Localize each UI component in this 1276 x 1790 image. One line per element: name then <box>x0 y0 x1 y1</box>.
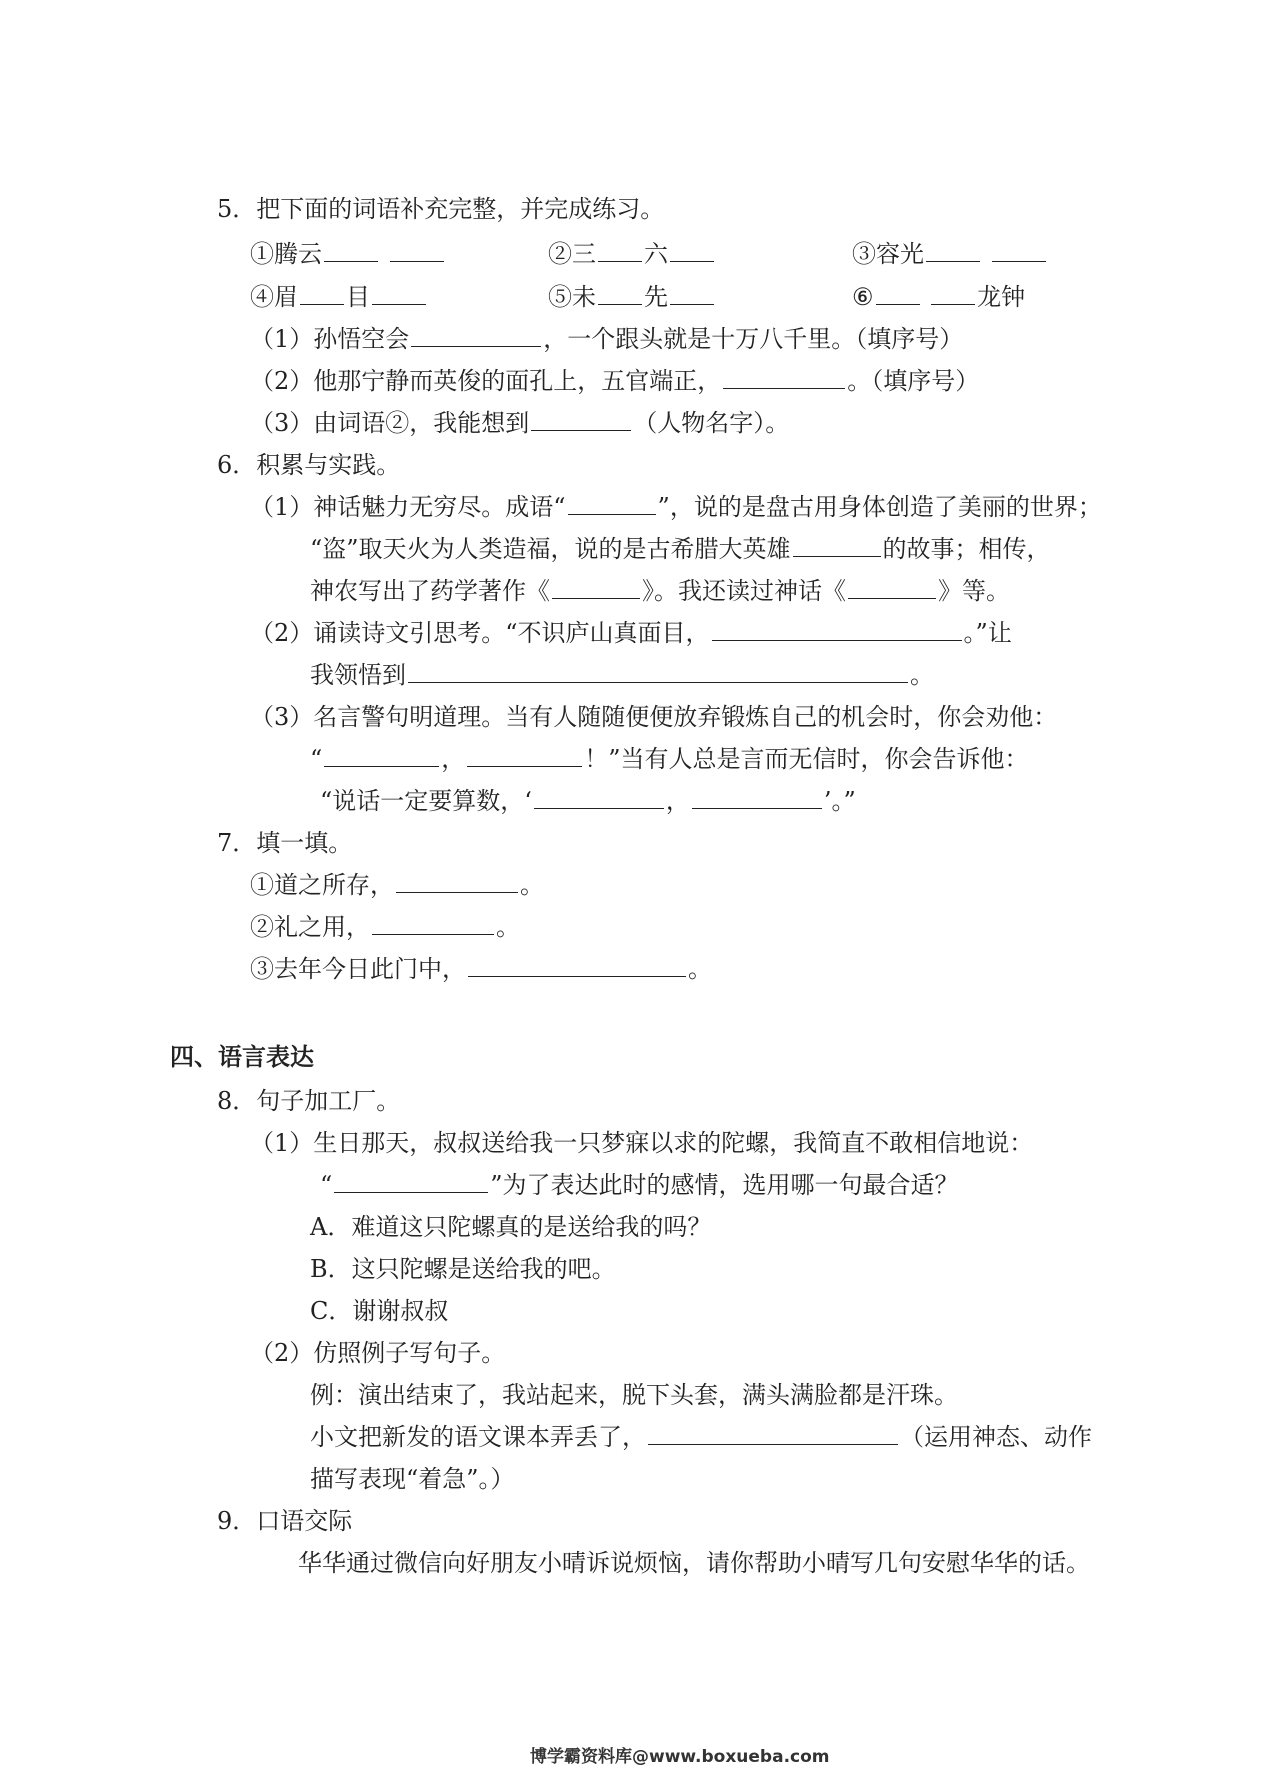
q8-part-2-example: 例：演出结束了，我站起来，脱下头套，满头满脸都是汗珠。 <box>310 1381 958 1409</box>
fill-blank[interactable] <box>324 237 378 262</box>
section-heading: 四、语言表达 <box>170 1043 314 1071</box>
fill-blank[interactable] <box>396 868 518 893</box>
q8-part-1-line-2: “ ”为了表达此时的感情，选用哪一句最合适？ <box>320 1168 959 1202</box>
q9-title: 9．口语交际 <box>217 1507 353 1535</box>
q6-title: 6．积累与实践。 <box>217 451 401 479</box>
fill-blank[interactable] <box>467 742 582 767</box>
q8-option-c[interactable]: C．谢谢叔叔 <box>310 1297 449 1325</box>
q7-title: 7．填一填。 <box>217 829 353 857</box>
q6-part-2-line-1: （2）诵读诗文引思考。“不识庐山真面目， 。”让 <box>250 616 1012 650</box>
fill-blank[interactable] <box>926 237 980 262</box>
fill-blank[interactable] <box>568 490 656 515</box>
q6-part-1-line-1: （1）神话魅力无穷尽。成语“ ”，说的是盘古用身体创造了美丽的世界； <box>250 490 1102 524</box>
fill-blank[interactable] <box>648 1420 898 1445</box>
fill-blank[interactable] <box>468 952 686 977</box>
q6-part-3-line-1: （3）名言警句明道理。当有人随随便便放弃锻炼自己的机会时，你会劝他： <box>250 703 1058 731</box>
fill-blank[interactable] <box>531 406 631 431</box>
fill-blank[interactable] <box>931 280 975 305</box>
q5-word-5: ⑤未 先 <box>548 280 716 314</box>
q6-part-3-line-2: “ ， ！”当有人总是言而无信时，你会告诉他： <box>310 742 1029 776</box>
fill-blank[interactable] <box>534 784 664 809</box>
fill-blank[interactable] <box>334 1168 488 1193</box>
q8-part-2-line-3: 小文把新发的语文课本弄丢了， （运用神态、动作 <box>310 1420 1092 1454</box>
q5-word-3: ③容光 <box>852 237 1048 271</box>
q6-part-1-line-2: “盗”取天火为人类造福，说的是古希腊大英雄 的故事；相传， <box>310 532 1051 566</box>
fill-blank[interactable] <box>670 237 714 262</box>
fill-blank[interactable] <box>712 616 962 641</box>
fill-blank[interactable] <box>390 237 444 262</box>
q7-item-3: ③去年今日此门中， 。 <box>250 952 712 986</box>
q6-part-3-line-3: “说话一定要算数，‘ ， ’。” <box>320 784 856 818</box>
q5-title: 5．把下面的词语补充完整，并完成练习。 <box>217 195 665 223</box>
q5-sentence-2: （2）他那宁静而英俊的面孔上，五官端正， 。（填序号） <box>250 364 979 398</box>
q9-text: 华华通过微信向好朋友小晴诉说烦恼，请你帮助小晴写几句安慰华华的话。 <box>298 1549 1090 1577</box>
q8-option-b[interactable]: B．这只陀螺是送给我的吧。 <box>310 1255 616 1283</box>
q5-sentence-1: （1）孙悟空会 ，一个跟头就是十万八千里。（填序号） <box>250 322 963 356</box>
fill-blank[interactable] <box>372 910 494 935</box>
q5-sentence-3: （3）由词语②，我能想到 （人物名字）。 <box>250 406 789 440</box>
q5-word-6: ⑥ 龙钟 <box>852 280 1025 314</box>
fill-blank[interactable] <box>408 658 908 683</box>
q8-option-a[interactable]: A．难道这只陀螺真的是送给我的吗？ <box>310 1213 712 1241</box>
q8-part-2-line-1: （2）仿照例子写句子。 <box>250 1339 506 1367</box>
q8-part-1-line-1: （1）生日那天，叔叔送给我一只梦寐以求的陀螺，我简直不敢相信地说： <box>250 1129 1034 1157</box>
fill-blank[interactable] <box>300 280 344 305</box>
fill-blank[interactable] <box>552 574 640 599</box>
fill-blank[interactable] <box>992 237 1046 262</box>
fill-blank[interactable] <box>876 280 920 305</box>
fill-blank[interactable] <box>723 364 845 389</box>
fill-blank[interactable] <box>692 784 822 809</box>
fill-blank[interactable] <box>324 742 439 767</box>
fill-blank[interactable] <box>598 280 642 305</box>
fill-blank[interactable] <box>848 574 936 599</box>
q8-title: 8．句子加工厂。 <box>217 1087 401 1115</box>
fill-blank[interactable] <box>793 532 881 557</box>
fill-blank[interactable] <box>411 322 541 347</box>
footer-watermark: 博学霸资料库@www.boxueba.com <box>530 1747 830 1767</box>
q7-item-1: ①道之所存， 。 <box>250 868 544 902</box>
q6-part-1-line-3: 神农写出了药学著作《 》。我还读过神话《 》等。 <box>310 574 1010 608</box>
q5-word-2: ②三 六 <box>548 237 716 271</box>
q6-part-2-line-2: 我领悟到 。 <box>310 658 934 692</box>
q5-word-4: ④眉 目 <box>250 280 428 314</box>
fill-blank[interactable] <box>372 280 426 305</box>
q5-word-1: ①腾云 <box>250 237 446 271</box>
q8-part-2-line-4: 描写表现“着急”。） <box>310 1465 515 1493</box>
q7-item-2: ②礼之用， 。 <box>250 910 520 944</box>
fill-blank[interactable] <box>598 237 642 262</box>
fill-blank[interactable] <box>670 280 714 305</box>
